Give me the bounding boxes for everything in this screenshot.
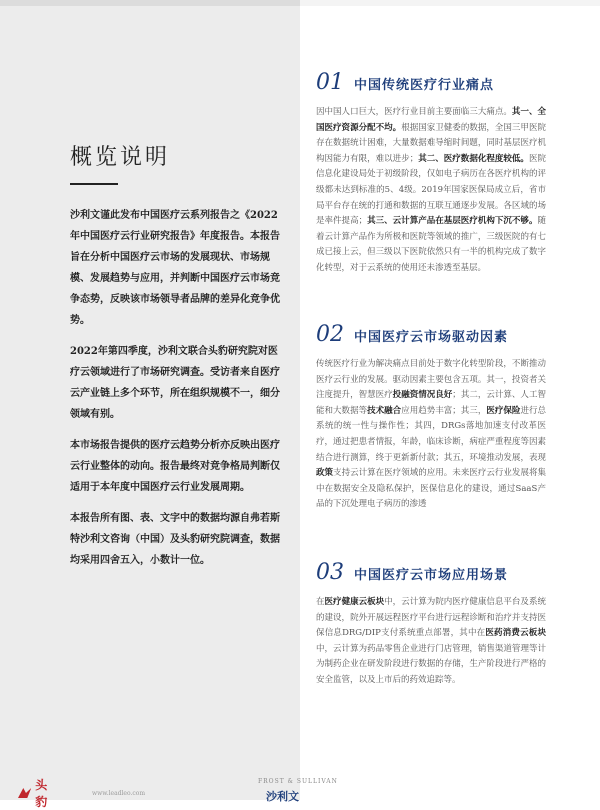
- section-number: 01: [316, 70, 344, 95]
- partner-logo: 沙利文: [266, 790, 299, 803]
- logo-mark-icon: [18, 788, 31, 798]
- section-pain-points: [316, 70, 546, 277]
- top-strip-left: [0, 0, 300, 6]
- brand-logo: [18, 778, 58, 809]
- overview-body: [70, 205, 280, 581]
- section-header: [316, 322, 546, 347]
- overview-title: 概览说明: [70, 145, 171, 170]
- section-title: 中国医疗云市场应用场景: [354, 568, 509, 583]
- section-body: 因中国人口巨大，医疗行业目前主要面临三大痛点。其一、全国医疗资源分配不均。根据国家卫健委的数据，全国三甲医院存在数据统计困难，大量数据难导缩时间题，同时基层医疗机构因能力有限，难以进步；其二、医疗数据化程度较低。医院信息化建设局处于初级阶段，仅如电子病历在各医疗机构的评级都未达到标准的5、4级。2019年国家医保局成立后，省市局平台存在统的打通和数据的互联互通逐步发展。各区域的场是率件提高；其三、云计算产品在基层医疗机构下沉不够。随着云计算产品作为所极和医院等领域的推广，三级医院的有七成已接上云，但三级以下医院依然只有一半的机构完成了数字化转型，对于云系统的使用还未渗透至基层。: [316, 107, 546, 273]
- overview-paragraph-2: 2022年第四季度，沙利文联合头豹研究院对医疗云领域进行了市场研究调查。受访者来自医疗云产业链上多个环节，所在组织规模不一，细分领域有别。: [70, 346, 280, 420]
- section-number: 03: [316, 560, 344, 585]
- partner-label: FROST & SULLIVAN: [258, 778, 338, 785]
- section-title: 中国传统医疗行业痛点: [354, 78, 495, 93]
- top-strip-right: [300, 0, 600, 6]
- footer-url[interactable]: www.leadleo.com: [92, 790, 146, 797]
- overview-paragraph-4: 本报告所有图、表、文字中的数据均源自弗若斯特沙利文咨询（中国）及头豹研究院调查，数据均采用四舍五入，小数计一位。: [70, 513, 280, 566]
- overview-paragraph-1: 沙利文谨此发布中国医疗云系列报告之《2022年中国医疗云行业研究报告》年度报告。本报告旨在分析中国医疗云市场的发展现状、市场规模、发展趋势与应用，并判断中国医疗云市场竞争态势，反映该市场领导者品牌的差异化竞争优势。: [70, 210, 280, 326]
- section-title: 中国医疗云市场驱动因素: [354, 330, 509, 345]
- overview-paragraph-3: 本市场报告提供的医疗云趋势分析亦反映出医疗云行业整体的动向。报告最终对竞争格局判断仅适用于本年度中国医疗云行业发展周期。: [70, 440, 280, 493]
- section-header: [316, 70, 546, 95]
- section-body: 在医疗健康云板块中，云计算为院内医疗健康信息平台及系统的建设，院外开展远程医疗平台进行远程诊断和治疗并支持医保信息DRG/DIP支付系统重点部署，其中在医药消费云板块中，云计算为药品零售企业进行门店管理，销售渠道管理等计为制药企业在研发阶段进行数据的存储，生产阶段进行严格的安全监管，以及上市后的药效追踪等。: [316, 597, 546, 685]
- section-applications: [316, 560, 546, 689]
- section-number: 02: [316, 322, 344, 347]
- overview-divider: [70, 183, 118, 185]
- section-drivers: [316, 322, 546, 513]
- logo-text: 头豹: [35, 778, 48, 809]
- section-body: 传统医疗行业为解决痛点目前处于数字化转型阶段，不断推动医疗云行业的发展。驱动因素主要包含五项。其一，投资者关注度提升，智慧医疗投融资情况良好；其二，云计算、人工智能和大数据等技术融合应用趋势丰富；其三，医疗保险进行总系统的统一性与操作性；其四，DRGs落地加速支付改革医疗，通过把患者情报，年龄，临床诊断，病症严重程度等因素结合进行测算，终于更新新付款；其五，环境推动发展，表现政策支持云计算在医疗领域的应用。未来医疗云行业发展将集中在数据安全及隐私保护，医保信息化的建设，通过SaaS产品的下沉处理电子病历的渗透: [316, 359, 546, 510]
- section-header: [316, 560, 546, 585]
